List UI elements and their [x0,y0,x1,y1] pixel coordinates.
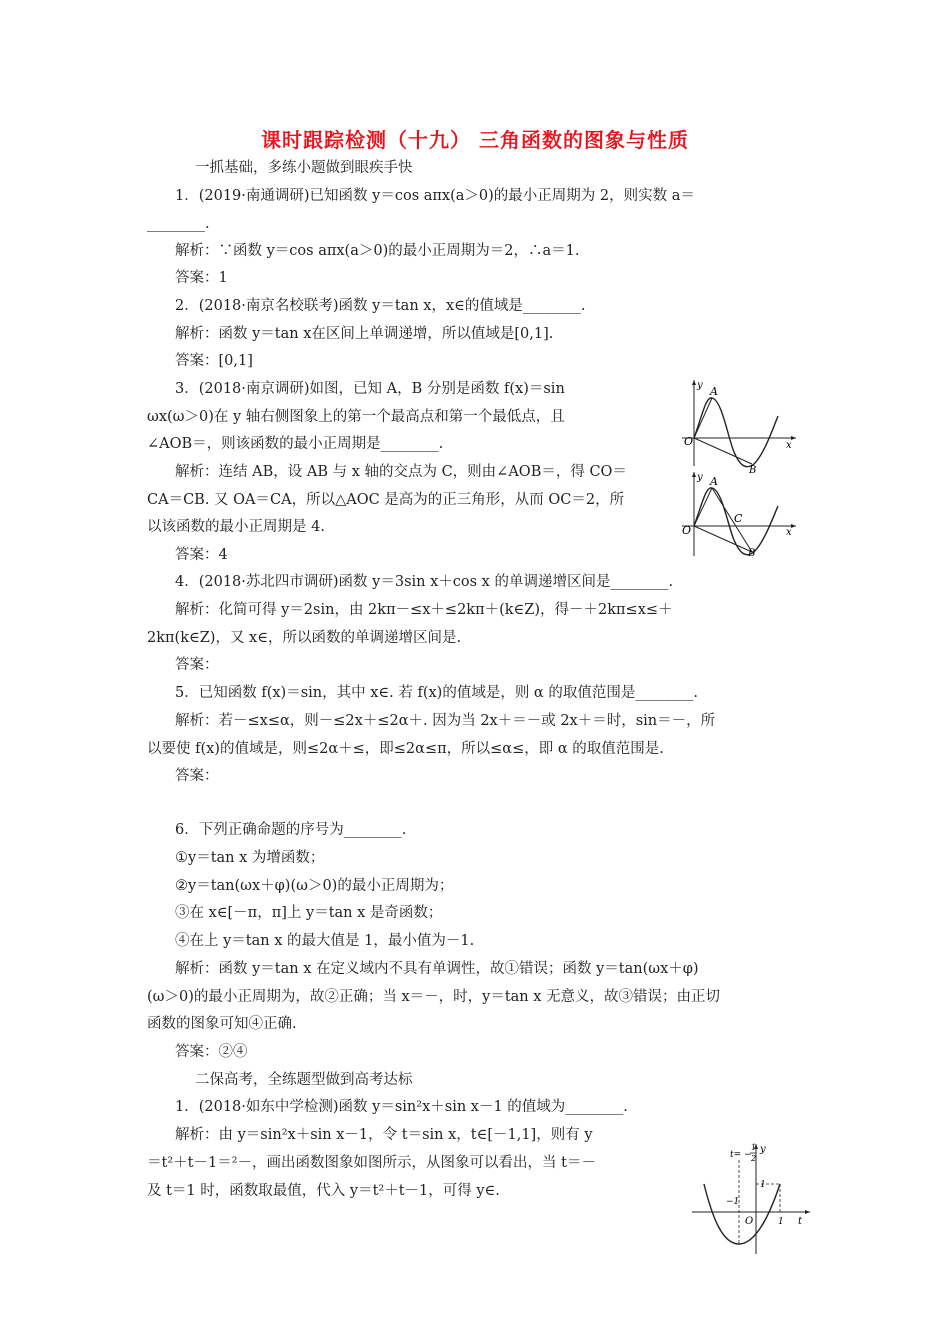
problem-text: 1．(2019·南通调研)已知函数 y＝cos aπx(a＞0)的最小正周期为 2，则实数 a＝ [175,188,695,204]
option-text: ②y＝tan(ωx＋φ)(ω＞0)的最小正周期为； [175,878,454,894]
solution-text: 解析：函数 y＝tan x 在定义域内不具有单调性，故①错误；函数 y＝tan(ωx＋φ) [175,961,699,977]
formula-numerator: 1 [751,1143,757,1152]
problem-text: 1．(2018·如东中学检测)函数 y＝sin²x＋sin x－1 的值域为________. [175,1099,628,1115]
parabola-graph-figure [690,1140,814,1260]
tick-label: 1 [778,1217,784,1227]
answer-text: 答案：4 [175,547,228,563]
problem-text: 2．(2018·南京名校联考)函数 y＝tan x，x∈的值域是________. [175,298,586,314]
solution-text: 解析：若－≤x≤α，则－≤2x＋≤2α＋. 因为当 2x＋＝－或 2x＋＝时，sin＝－，所 [175,713,716,729]
answer-text: 答案：[0,1] [175,353,253,369]
answer-text: 答案：②④ [175,1044,248,1060]
problem-text: ∠AOB＝，则该函数的最小正周期是________. [147,436,444,452]
solution-text: (ω＞0)的最小正周期为，故②正确；当 x＝－，时，y＝tan x 无意义，故③错误；由正切 [147,989,721,1005]
point-label: B [748,548,756,559]
option-text: ③在 x∈[－π，π]上 y＝tan x 是奇函数； [175,905,443,921]
point-label: A [710,385,718,398]
axis-label: x [786,440,792,451]
answer-text: 答案：1 [175,270,228,286]
axis-label: y [697,472,703,483]
formula-label: − [744,1150,752,1160]
solution-text: 以该函数的最小正周期是 4. [147,519,325,535]
section-heading-1: 一抓基础，多练小题做到眼疾手快 [195,160,413,176]
axis-label: y [760,1144,766,1155]
problem-text: 5．已知函数 f(x)＝sin，其中 x∈. 若 f(x)的值域是，则 α 的取值范围是________. [175,685,698,701]
answer-text: 答案： [175,657,219,673]
solution-text: 解析：∵函数 y＝cos aπx(a＞0)的最小正周期为＝2，∴a＝1. [175,243,580,259]
formula-label: t= [730,1150,742,1160]
sine-graph-figure-2 [672,468,800,562]
formula-denominator: 2 [751,1154,757,1163]
axis-label: t [798,1216,803,1227]
solution-text: CA＝CB. 又 OA＝CA，所以△AOC 是高为的正三角形，从而 OC＝2，所 [147,492,625,508]
tick-label: 1 [760,1180,766,1190]
solution-text: 解析：由 y＝sin²x＋sin x－1，令 t＝sin x，t∈[－1,1]，则有 y [175,1127,593,1143]
origin-label: O [745,1216,754,1227]
origin-label: O [682,524,692,537]
section-heading-2: 二保高考，全练题型做到高考达标 [195,1072,413,1088]
solution-text: 解析：化简可得 y＝2sin，由 2kπ－≤x＋≤2kπ＋(k∈Z)，得－＋2kπ≤x≤＋ [175,602,673,618]
answer-text: 答案： [175,768,219,784]
problem-text: 3．(2018·南京调研)如图，已知 A，B 分别是函数 f(x)＝sin [175,381,565,397]
problem-text: 4．(2018·苏北四市调研)函数 y＝3sin x＋cos x 的单调递增区间是________. [175,574,674,590]
point-label: C [734,512,743,525]
problem-text: ωx(ω＞0)在 y 轴右侧图象上的第一个最高点和第一个最低点，且 [147,409,565,425]
page-title: 课时跟踪检测（十九） 三角函数的图象与性质 [261,128,689,152]
origin-label: O [684,435,694,448]
problem-text: ________. [147,216,210,232]
solution-text: 解析：连结 AB，设 AB 与 x 轴的交点为 C，则由∠AOB＝，得 CO＝ [175,464,627,480]
axis-label: y [697,380,703,391]
solution-text: 函数的图象可知④正确. [147,1016,297,1032]
tick-label: −1 [726,1197,740,1207]
option-text: ④在上 y＝tan x 的最大值是 1，最小值为－1. [175,933,475,949]
solution-text: 及 t＝1 时，函数取最值，代入 y＝t²＋t－1，可得 y∈. [147,1183,500,1199]
option-text: ①y＝tan x 为增函数； [175,850,325,866]
point-label: A [710,475,718,488]
solution-text: 2kπ(k∈Z)，又 x∈，所以函数的单调递增区间是. [147,630,462,646]
solution-text: 解析：函数 y＝tan x在区间上单调递增，所以值域是[0,1]. [175,326,554,342]
axis-label: x [786,527,792,538]
point-label: B [749,465,757,476]
sine-graph-figure-1 [672,376,800,476]
solution-text: ＝t²＋t－1＝²－，画出函数图象如图所示，从图象可以看出，当 t＝－ [147,1155,596,1171]
problem-text: 6．下列正确命题的序号为________. [175,822,407,838]
solution-text: 以要使 f(x)的值域是，则≤2α＋≤，即≤2α≤π，所以≤α≤，即 α 的取值范围是. [147,741,664,757]
